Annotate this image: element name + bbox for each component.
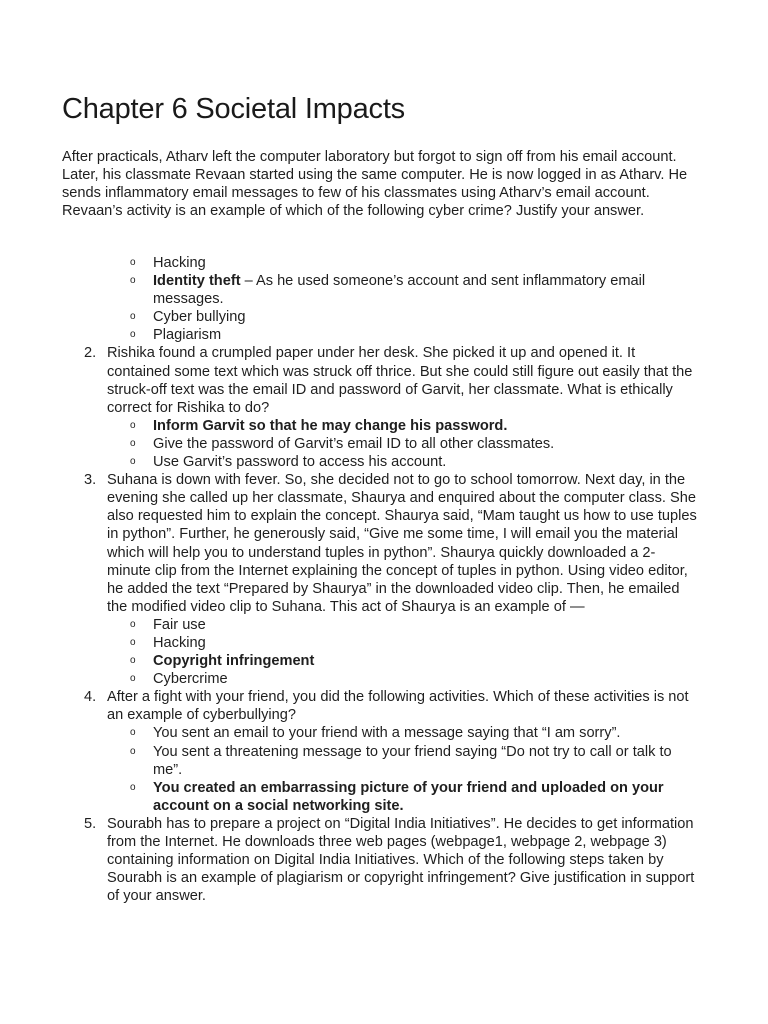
- option-item: [107, 634, 697, 652]
- question-1-text: After practicals, Atharv left the computer laboratory but forgot to sign off from his email account. Later, his classmate Revaan started using the same computer. He is now logged in as Atharv. He sends inflammatory email messages to few of his classmates using Atharv’s email account. Revaan’s activity is an example of which of the following cyber crime? Justify your answer.: [62, 149, 688, 220]
- hollow-circle-bullet-icon: o: [130, 636, 136, 648]
- question-text: Sourabh has to prepare a project on “Digital India Initiatives”. He decides to get information from the Internet. He downloads three web pages (webpage1, webpage 2, webpage 3) containing information on Digital India Initiatives. Which of the following steps taken by Sourabh is an example of plagiarism or copyright infringement? Give justification in support of your answer.: [107, 815, 695, 905]
- hollow-circle-bullet-icon: o: [130, 257, 136, 268]
- chapter-title: Chapter 6 Societal Impacts: [62, 93, 405, 125]
- question-3: [0, 471, 697, 688]
- question-number: 4.: [84, 689, 97, 706]
- option-bold-text: Identity theft: [153, 273, 241, 290]
- option-item: [107, 254, 697, 272]
- hollow-circle-bullet-icon: o: [130, 329, 136, 341]
- option-item: [107, 616, 697, 634]
- option-bold-text: Inform Garvit so that he may change his password.: [153, 417, 508, 434]
- question-2: [0, 344, 697, 471]
- option-item: [107, 417, 697, 435]
- option-text: Use Garvit’s password to access his account.: [153, 454, 447, 471]
- hollow-circle-bullet-icon: o: [130, 673, 136, 685]
- question-1-options: [107, 254, 697, 344]
- option-text: Cyber bullying: [153, 309, 246, 326]
- option-item: [107, 743, 697, 779]
- question-2-options: [107, 417, 697, 471]
- hollow-circle-bullet-icon: o: [130, 275, 136, 287]
- option-item: [107, 272, 697, 308]
- option-item: [107, 652, 697, 670]
- option-text: Plagiarism: [153, 327, 222, 344]
- option-bold-text: You created an embarrassing picture of your friend and uploaded on your account on a social networking site.: [153, 779, 664, 814]
- question-1: [0, 254, 697, 344]
- option-item: [107, 308, 697, 326]
- hollow-circle-bullet-icon: o: [130, 727, 136, 739]
- hollow-circle-bullet-icon: o: [130, 437, 136, 449]
- question-4-options: [107, 724, 697, 814]
- question-text: Suhana is down with fever. So, she decided not to go to school tomorrow. Next day, in the evening she called up her classmate, Shaurya and enquired about the computer class. She also requested him to explain the concept. Shaurya said, “Mam taught us how to use tuples in python”. Further, he generously said, “Give me some time, I will email you the material which will help you to understand tuples in python”. Shaurya quickly downloaded a 2-minute clip from the Internet explaining the concept of tuples in python. Using video editor, he added the text “Prepared by Shaurya” in the downloaded video clip. Then, he emailed the modified video clip to Suhana. This act of Shaurya is an example of —: [107, 472, 697, 615]
- option-text: Fair use: [153, 616, 206, 633]
- question-number: 5.: [84, 815, 97, 832]
- question-4: [0, 688, 697, 815]
- option-item: [107, 435, 697, 453]
- option-text: Cybercrime: [153, 671, 228, 688]
- option-text: Hacking: [153, 255, 206, 271]
- option-item: [107, 453, 697, 471]
- question-text: After a fight with your friend, you did the following activities. Which of these activities is not an example of cyberbullying?: [107, 689, 689, 724]
- option-text: Hacking: [153, 634, 206, 651]
- option-item: [107, 724, 697, 742]
- option-item: [107, 779, 697, 815]
- question-number: 2.: [84, 345, 97, 362]
- question-3-options: [107, 616, 697, 688]
- hollow-circle-bullet-icon: o: [130, 419, 136, 431]
- hollow-circle-bullet-icon: o: [130, 311, 136, 323]
- question-number: 3.: [84, 472, 97, 489]
- question-list: [0, 254, 768, 905]
- hollow-circle-bullet-icon: o: [130, 618, 136, 630]
- question-5: [0, 815, 697, 905]
- option-item: [107, 670, 697, 688]
- question-text: Rishika found a crumpled paper under her desk. She picked it up and opened it. It contained some text which was struck off thrice. But she could still figure out easily that the struck-off text was the email ID and password of Garvit, her classmate. What is ethically correct for Rishika to do?: [107, 345, 693, 416]
- option-text: You sent a threatening message to your friend saying “Do not try to call or talk to me”.: [153, 743, 672, 778]
- hollow-circle-bullet-icon: o: [130, 745, 136, 757]
- option-text: Give the password of Garvit’s email ID to all other classmates.: [153, 435, 555, 452]
- option-bold-text: Copyright infringement: [153, 653, 315, 670]
- hollow-circle-bullet-icon: o: [130, 781, 136, 793]
- hollow-circle-bullet-icon: o: [130, 655, 136, 667]
- option-item: [107, 326, 697, 344]
- hollow-circle-bullet-icon: o: [130, 456, 136, 468]
- option-text: – As he used someone’s account and sent inflammatory email messages.: [153, 273, 646, 308]
- option-text: You sent an email to your friend with a message saying that “I am sorry”.: [153, 725, 621, 742]
